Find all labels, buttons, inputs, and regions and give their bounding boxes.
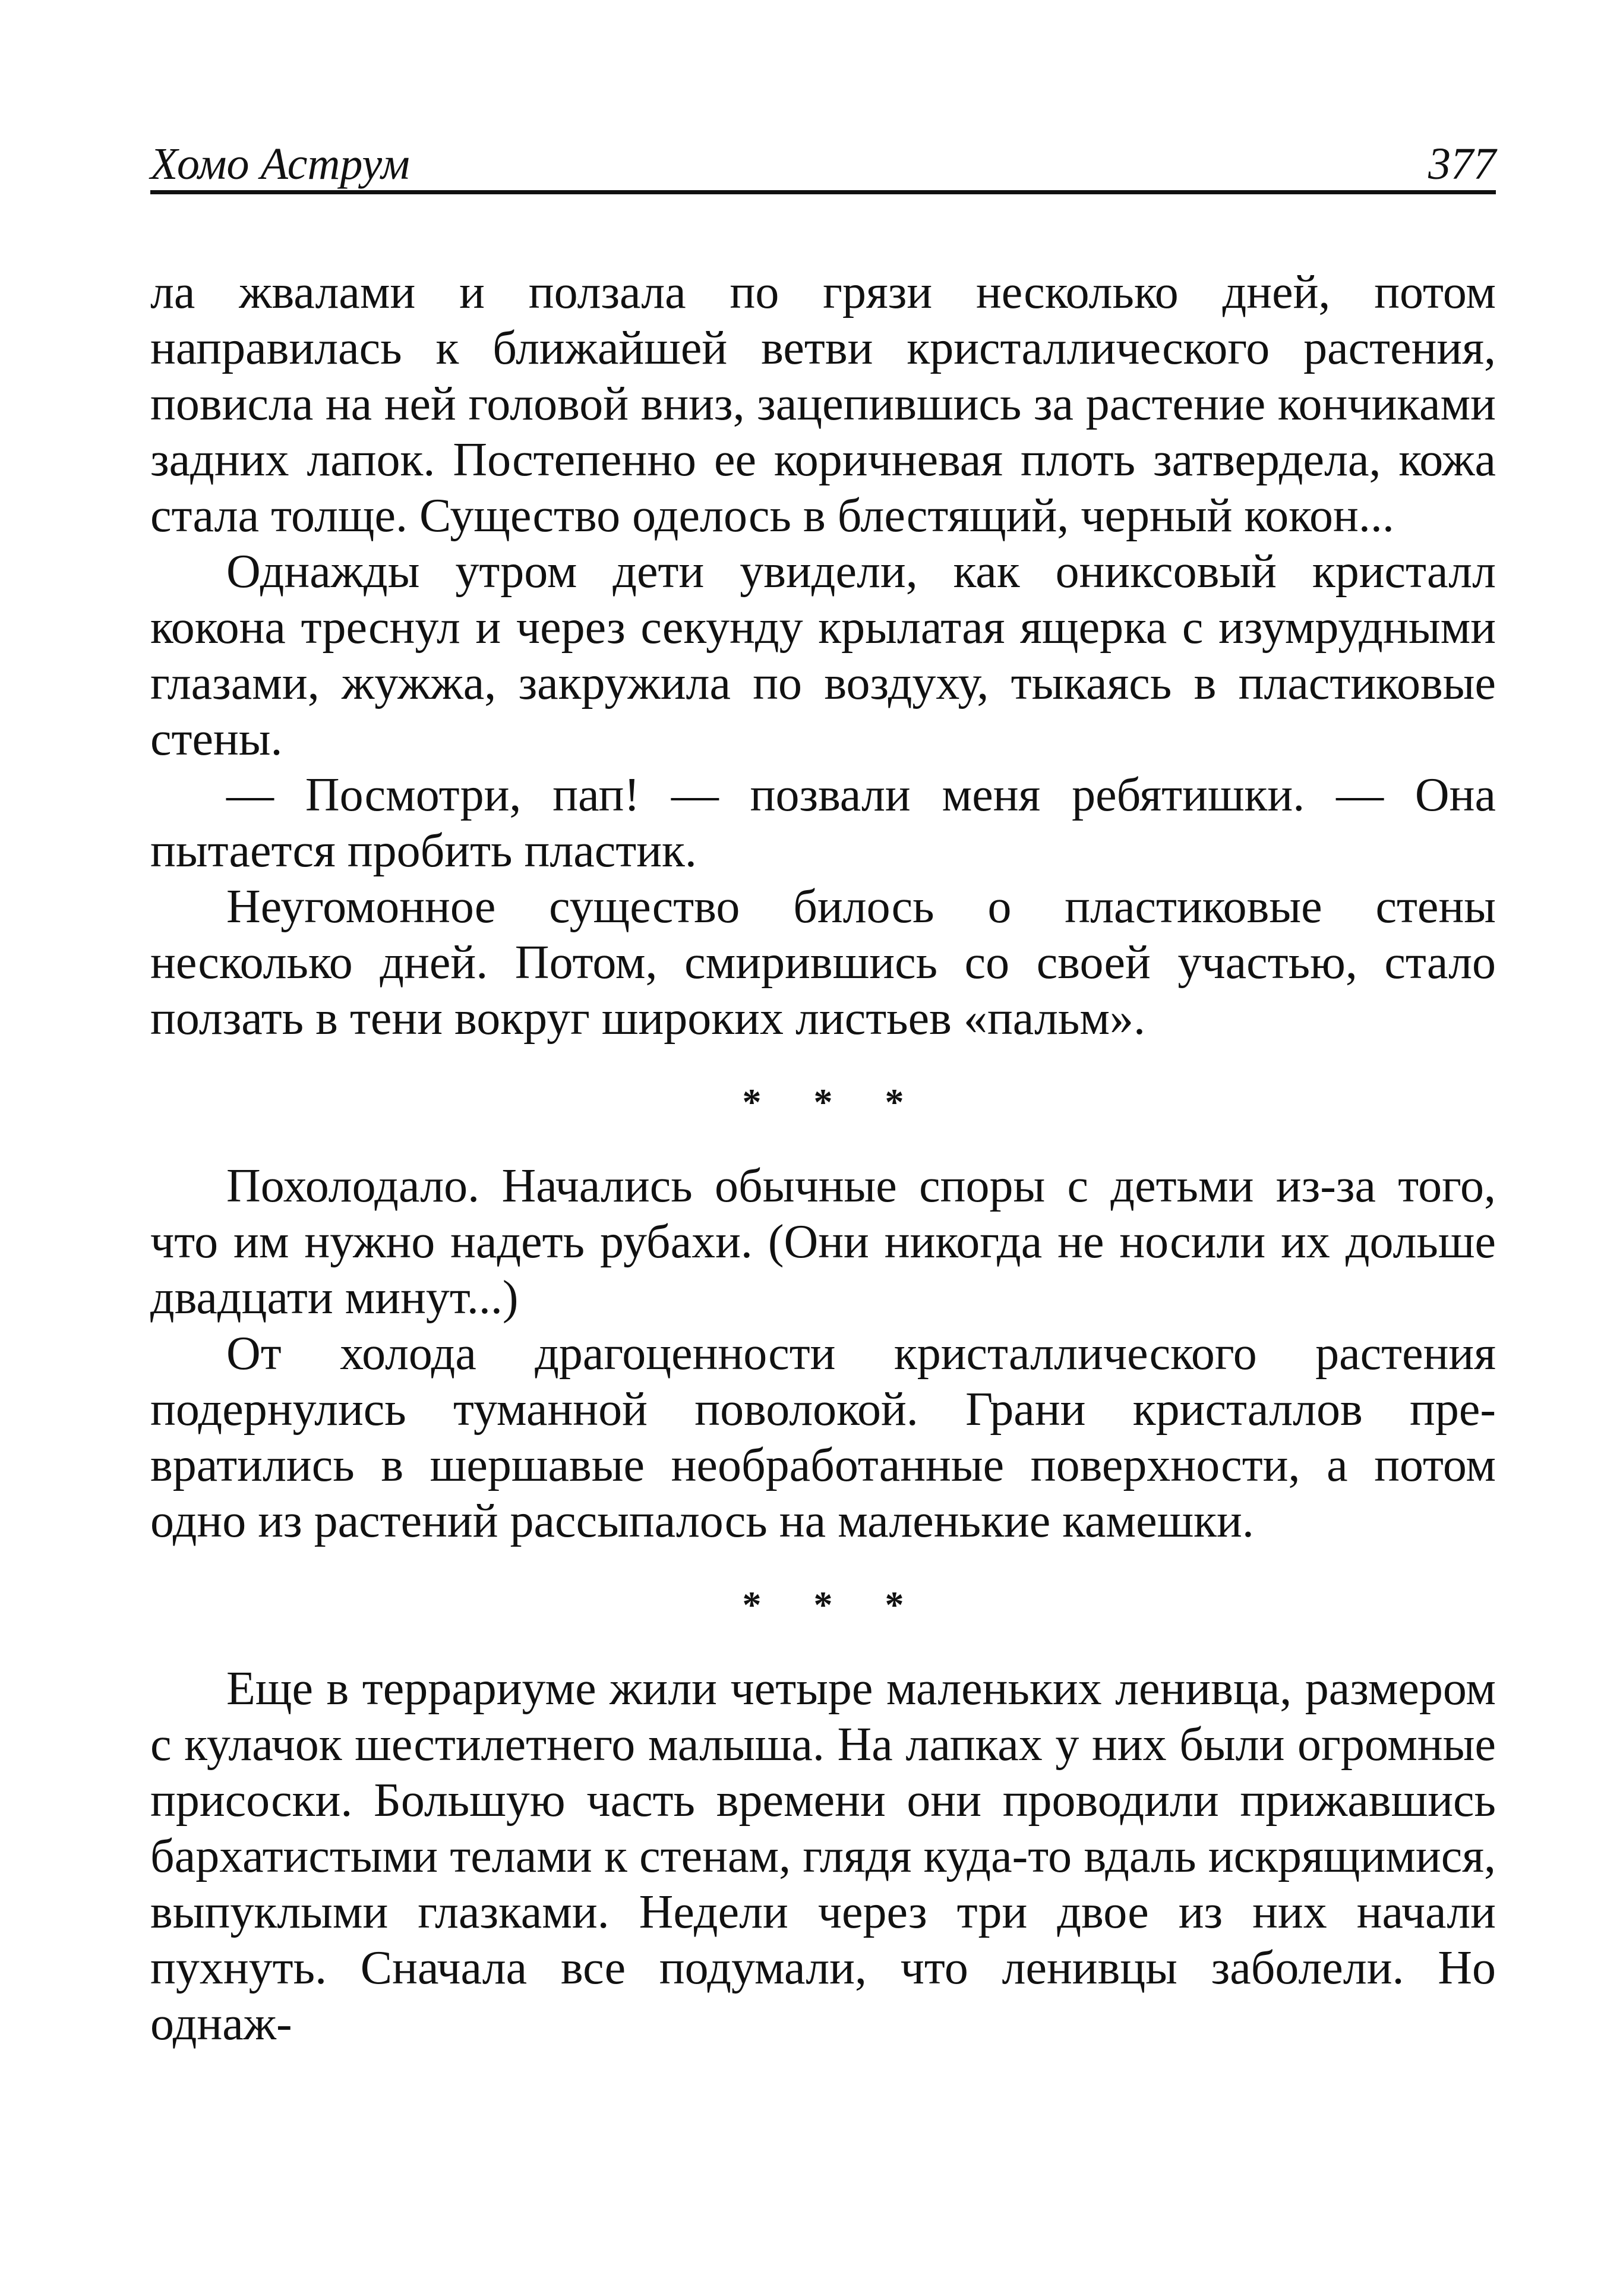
paragraph-1: ла жвалами и ползала по грязи несколько дней, потом направилась к ближайшей ветви кристаллического растения, повисла на ней головой вниз, зацепившись за растение кончиками задних лапок. Постепенно ее коричневая плоть затвердела, кожа стала толще. Существо оделось в блестящий, черный кокон... bbox=[150, 266, 1496, 542]
paragraph-7: Еще в террариуме жили четыре маленьких ленивца, размером с кулачок шестилетнего малыша. На лапках у них были огромные присоски. Большую часть времени они проводили прижавшись бархатистыми телами к стенам, глядя куда-то вдаль искрящимися, выпуклыми глазками. Недели через три двое из них начали пухнуть. Сначала все подумали, что ленивцы заболели. Но однаж- bbox=[150, 1663, 1496, 2050]
page-number: 377 bbox=[1428, 139, 1496, 189]
paragraph-2: Однажды утром дети увидели, как ониксовый кристалл кокона треснул и через секунду крылатая ящерка с изумрудными глазами, жужжа, закружила по воздуху, тыкаясь в пластиковые стены. bbox=[150, 545, 1496, 765]
body-text bbox=[150, 264, 1496, 2052]
section-separator-2: * * * bbox=[742, 1584, 926, 1626]
paragraph-5: Похолодало. Начались обычные споры с детьми из-за того, что им нужно надеть рубахи. (Они никогда не носили их дольше двадцати минут...) bbox=[150, 1160, 1496, 1324]
book-page bbox=[150, 128, 1496, 2052]
section-separator-1: * * * bbox=[742, 1081, 926, 1123]
paragraph-3: — Посмотри, пап! — позвали меня ребятишки. — Она пытается пробить пластик. bbox=[150, 769, 1496, 877]
paragraph-6: От холода драгоценности кристаллического растения подернулись туманной поволокой. Грани кристаллов превратились в шершавые необработанные поверхности, а потом одно из растений рассыпалось на маленькие камешки. bbox=[150, 1327, 1496, 1547]
running-title: Хомо Аструм bbox=[150, 139, 410, 189]
paragraph-4: Неугомонное существо билось о пластиковые стены несколько дней. Потом, смирившись со своей участью, стало ползать в тени вокруг широких листьев «пальм». bbox=[150, 881, 1496, 1045]
running-head bbox=[150, 128, 1496, 194]
